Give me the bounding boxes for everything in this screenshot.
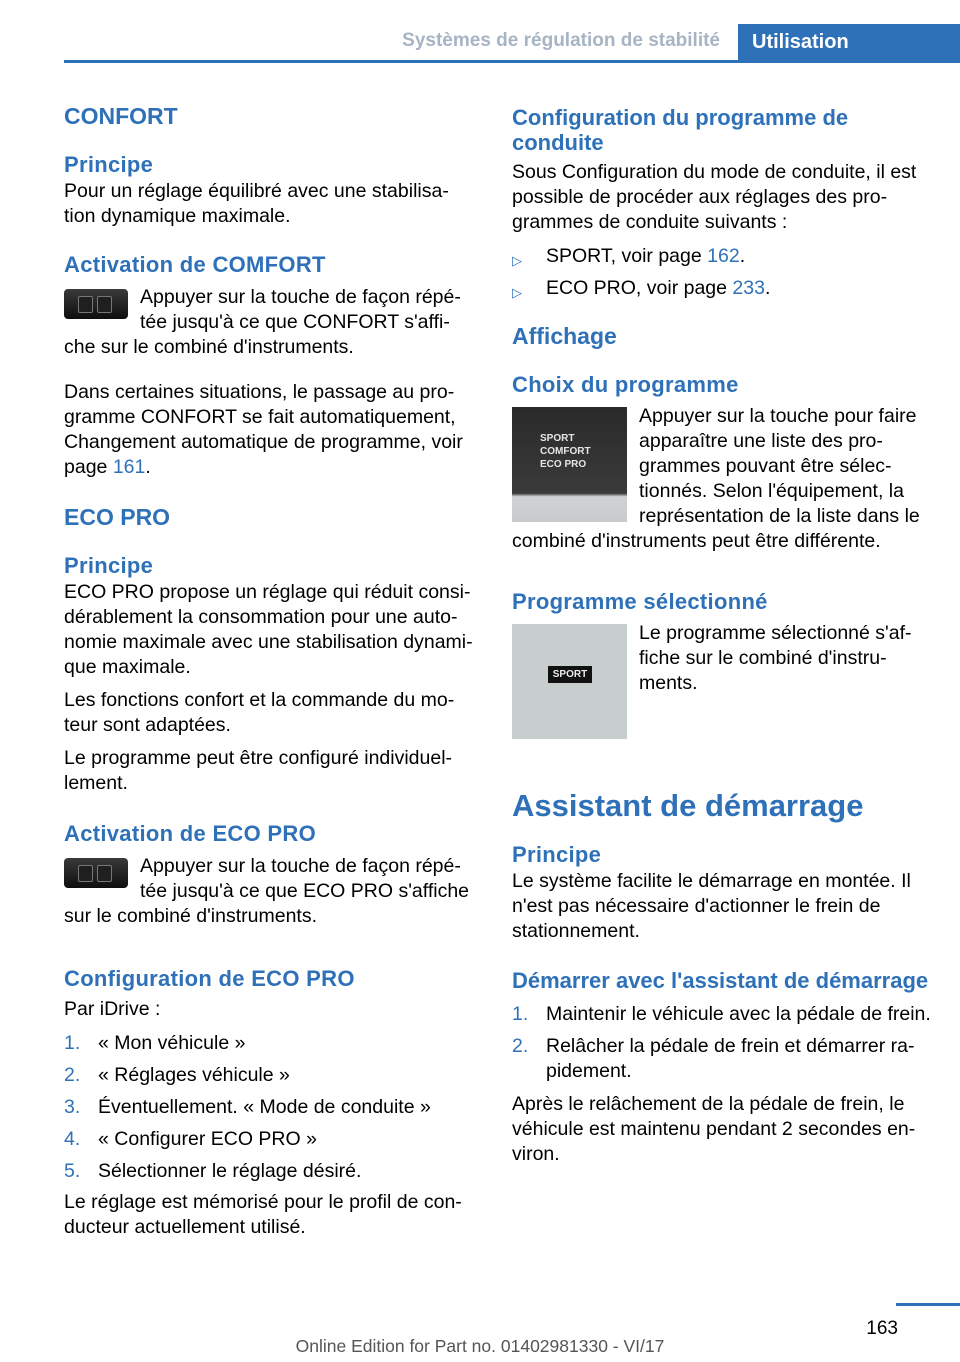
selection-block <box>512 621 932 739</box>
section-title-eco-pro: ECO PRO <box>64 504 171 530</box>
subheading-principe: Principe <box>512 842 602 867</box>
section-title-confort: CONFORT <box>64 103 178 129</box>
activation-block <box>64 285 479 360</box>
paragraph: Le programme sélectionné s'af-fiche sur le combiné d'instru-ments. <box>639 622 912 694</box>
programme-bullets <box>512 244 932 301</box>
footer-rule <box>896 1303 960 1306</box>
subheading-config-eco-pro: Configuration de ECO PRO <box>64 966 355 991</box>
programme-list-screenshot: SPORT COMFORT ECO PRO <box>512 407 627 522</box>
assistant-steps-list <box>512 1002 932 1084</box>
paragraph: Le programme peut être configuré individuel-lement. <box>64 747 453 794</box>
subheading-choix-programme: Choix du programme <box>512 372 739 397</box>
list-item: 4. « Configurer ECO PRO » <box>64 1128 317 1150</box>
paragraph: Les fonctions confort et la commande du mo-teur sont adaptées. <box>64 689 455 736</box>
subheading-principe: Principe <box>64 152 154 177</box>
subheading-principe: Principe <box>64 553 154 578</box>
driving-mode-key-icon <box>64 289 128 319</box>
idrive-steps-list <box>64 1031 479 1184</box>
edition-footer: Online Edition for Part no. 01402981330 - VI/17 <box>295 1336 665 1356</box>
running-header-tab: Utilisation <box>738 24 960 63</box>
right-column <box>512 96 932 1167</box>
triangle-bullet-icon: ▷ <box>512 285 522 300</box>
paragraph: Après le relâchement de la pédale de frein, le véhicule est maintenu pendant 2 secondes en-viron. <box>512 1093 916 1165</box>
subheading-config-programme: Configuration du programme de conduite <box>512 105 849 155</box>
paragraph: Le système facilite le démarrage en montée. Il n'est pas nécessaire d'actionner le frein de stationnement. <box>512 870 911 942</box>
section-title-affichage: Affichage <box>512 323 617 349</box>
left-column <box>64 96 479 1240</box>
driving-mode-key-icon <box>64 858 128 888</box>
list-item: 2. « Réglages véhicule » <box>64 1064 290 1086</box>
page-link-162[interactable]: 162 <box>707 245 740 267</box>
list-item: ▷ ECO PRO, voir page 233. <box>512 276 932 301</box>
subheading-programme-selectionne: Programme sélectionné <box>512 589 768 614</box>
list-item: 2. Relâcher la pédale de frein et démarrer ra-pidement. <box>512 1035 915 1082</box>
page-number: 163 <box>866 1318 898 1339</box>
page-link-161[interactable]: 161 <box>112 456 146 478</box>
paragraph: ECO PRO propose un réglage qui réduit consi-dérablement la consommation pour une auto-nomie maximale avec une stabilisation dynami-que maximale. <box>64 581 473 678</box>
paragraph: Pour un réglage équilibré avec une stabilisa-tion dynamique maximale. <box>64 180 449 227</box>
subheading-activation-comfort: Activation de COMFORT <box>64 252 326 277</box>
list-item: 3. Éventuellement. « Mode de conduite » <box>64 1096 431 1118</box>
paragraph: Appuyer sur la touche de façon répé-tée jusqu'à ce que ECO PRO s'affiche sur le combiné d'instruments. <box>64 855 470 927</box>
list-item: 1. Maintenir le véhicule avec la pédale de frein. <box>512 1003 931 1025</box>
section-title-assistant: Assistant de démarrage <box>512 788 864 823</box>
paragraph: Sous Configuration du mode de conduite, il est possible de procéder aux réglages des pro-grammes de conduite suivants : <box>512 161 917 233</box>
triangle-bullet-icon: ▷ <box>512 253 522 268</box>
choix-block <box>512 404 932 554</box>
paragraph: Le réglage est mémorisé pour le profil de con-ducteur actuellement utilisé. <box>64 1191 462 1238</box>
paragraph: Appuyer sur la touche de façon répé-tée jusqu'à ce que CONFORT s'affi-che sur le combiné d'instruments. <box>64 286 461 358</box>
paragraph: Appuyer sur la touche pour faire apparaître une liste des pro-grammes pouvant être sélec-tionnés. Selon l'équipement, la représentation de la liste dans le combiné d'instruments peut être différente. <box>512 405 920 552</box>
paragraph: Par iDrive : <box>64 998 161 1020</box>
header-rule <box>64 60 960 63</box>
list-item: ▷ SPORT, voir page 162. <box>512 244 932 269</box>
paragraph: Dans certaines situations, le passage au pro-gramme CONFORT se fait automatiquement, Changement automatique de programme, voir page 161. <box>64 381 463 478</box>
subheading-activation-eco-pro: Activation de ECO PRO <box>64 821 317 846</box>
list-item: 5. Sélectionner le réglage désiré. <box>64 1160 362 1182</box>
subheading-demarrer: Démarrer avec l'assistant de démarrage <box>512 968 929 993</box>
activation-block <box>64 854 479 929</box>
selected-programme-screenshot: SPORT <box>512 624 627 739</box>
list-item: 1. « Mon véhicule » <box>64 1032 246 1054</box>
running-header-section: Systèmes de régulation de stabilité <box>402 30 720 51</box>
page-link-233[interactable]: 233 <box>732 277 765 299</box>
